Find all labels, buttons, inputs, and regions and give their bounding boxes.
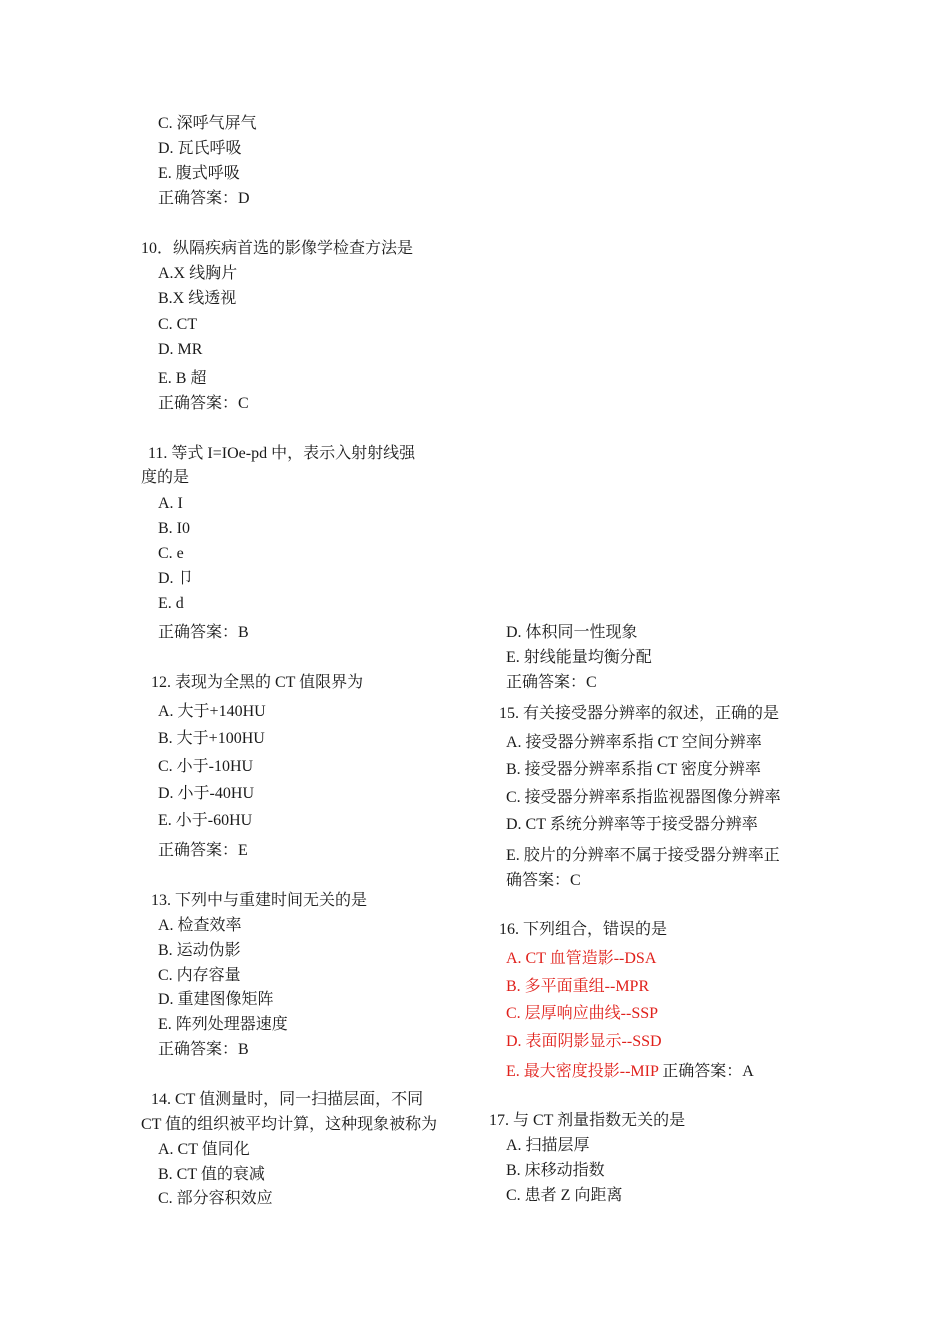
- q12-option-c: C. 小于-10HU: [158, 758, 254, 775]
- q12-option-b: B. 大于+100HU: [158, 730, 265, 747]
- q16-option-e: E. 最大密度投影--MIP: [506, 1063, 659, 1080]
- q13-option-c: C. 内存容量: [158, 967, 241, 984]
- q11-option-b: B. I0: [158, 520, 190, 537]
- q17-stem: 17. 与 CT 剂量指数无关的是: [489, 1112, 686, 1129]
- q12-option-a: A. 大于+140HU: [158, 703, 266, 720]
- q14-option-e: E. 射线能量均衡分配: [506, 649, 652, 666]
- q17-option-c: C. 患者 Z 向距离: [506, 1187, 623, 1204]
- q10-answer: 正确答案：C: [158, 395, 249, 412]
- q13-stem: 13. 下列中与重建时间无关的是: [151, 892, 368, 909]
- q9-option-d: D. 瓦氏呼吸: [158, 140, 242, 157]
- q13-answer: 正确答案：B: [158, 1041, 249, 1058]
- q9-option-c: C. 深呼气屏气: [158, 115, 257, 132]
- q11-stem-line2: 度的是: [141, 469, 190, 486]
- q11-option-d: D. 卩: [158, 570, 194, 587]
- q16-option-a: [506, 949, 656, 969]
- q9-option-e: E. 腹式呼吸: [158, 165, 240, 182]
- q14-option-b: B. CT 值的衰减: [158, 1166, 265, 1183]
- q14-stem-line1: 14. CT 值测量时，同一扫描层面，不同: [151, 1091, 424, 1108]
- q10-option-e: E. B 超: [158, 370, 207, 387]
- q10-option-a: A.X 线胸片: [158, 265, 238, 282]
- q14-option-c: C. 部分容积效应: [158, 1190, 273, 1207]
- q14-answer: 正确答案：C: [506, 674, 597, 691]
- q13-option-d: D. 重建图像矩阵: [158, 991, 274, 1008]
- q16-option-a-label: A. CT 血管造影--DSA: [506, 950, 657, 967]
- q15-option-a: A. 接受器分辨率系指 CT 空间分辨率: [506, 734, 762, 751]
- q11-stem-line1: 11. 等式 I=IOe-pd 中，表示入射射线强: [148, 445, 416, 462]
- q15-option-d: D. CT 系统分辨率等于接受器分辨率: [506, 816, 758, 833]
- q11-option-a: A. I: [158, 495, 183, 512]
- q10-option-d: D. MR: [158, 341, 203, 358]
- q16-option-c: C. 层厚响应曲线--SSP: [506, 1005, 659, 1022]
- q16-option-e-line: [506, 1062, 754, 1082]
- q10-option-b: B.X 线透视: [158, 290, 237, 307]
- q12-answer: 正确答案：E: [158, 842, 248, 859]
- q16-option-d: D. 表面阴影显示--SSD: [506, 1033, 662, 1050]
- q17-option-b: B. 床移动指数: [506, 1162, 605, 1179]
- q13-option-a: A. 检查效率: [158, 917, 242, 934]
- q11-answer: 正确答案：B: [158, 624, 249, 641]
- q17-option-a: A. 扫描层厚: [506, 1137, 590, 1154]
- q13-option-b: B. 运动伪影: [158, 942, 241, 959]
- q9-answer: 正确答案：D: [158, 190, 250, 207]
- q15-option-e: E. 胶片的分辨率不属于接受器分辨率正: [506, 847, 780, 864]
- q16-option-b: B. 多平面重组--MPR: [506, 978, 650, 995]
- q12-stem: 12. 表现为全黑的 CT 值限界为: [151, 674, 364, 691]
- q15-stem: 15. 有关接受器分辨率的叙述，正确的是: [499, 705, 780, 722]
- q15-option-b: B. 接受器分辨率系指 CT 密度分辨率: [506, 761, 761, 778]
- q15-option-c: C. 接受器分辨率系指监视器图像分辨率: [506, 789, 781, 806]
- q14-option-d: D. 体积同一性现象: [506, 624, 638, 641]
- q12-option-e: E. 小于-60HU: [158, 812, 253, 829]
- q11-option-c: C. e: [158, 545, 184, 562]
- q16-stem: 16. 下列组合，错误的是: [499, 921, 668, 938]
- q15-answer: 确答案：C: [506, 872, 581, 889]
- q14-option-a: A. CT 值同化: [158, 1141, 250, 1158]
- q16-answer: 正确答案：A: [662, 1063, 754, 1080]
- q10-option-c: C. CT: [158, 316, 198, 333]
- q11-option-e: E. d: [158, 595, 184, 612]
- q10-stem: 10．纵隔疾病首选的影像学检查方法是: [141, 240, 414, 257]
- q13-option-e: E. 阵列处理器速度: [158, 1016, 288, 1033]
- q14-stem-line2: CT 值的组织被平均计算，这种现象被称为: [141, 1116, 438, 1133]
- q12-option-d: D. 小于-40HU: [158, 785, 254, 802]
